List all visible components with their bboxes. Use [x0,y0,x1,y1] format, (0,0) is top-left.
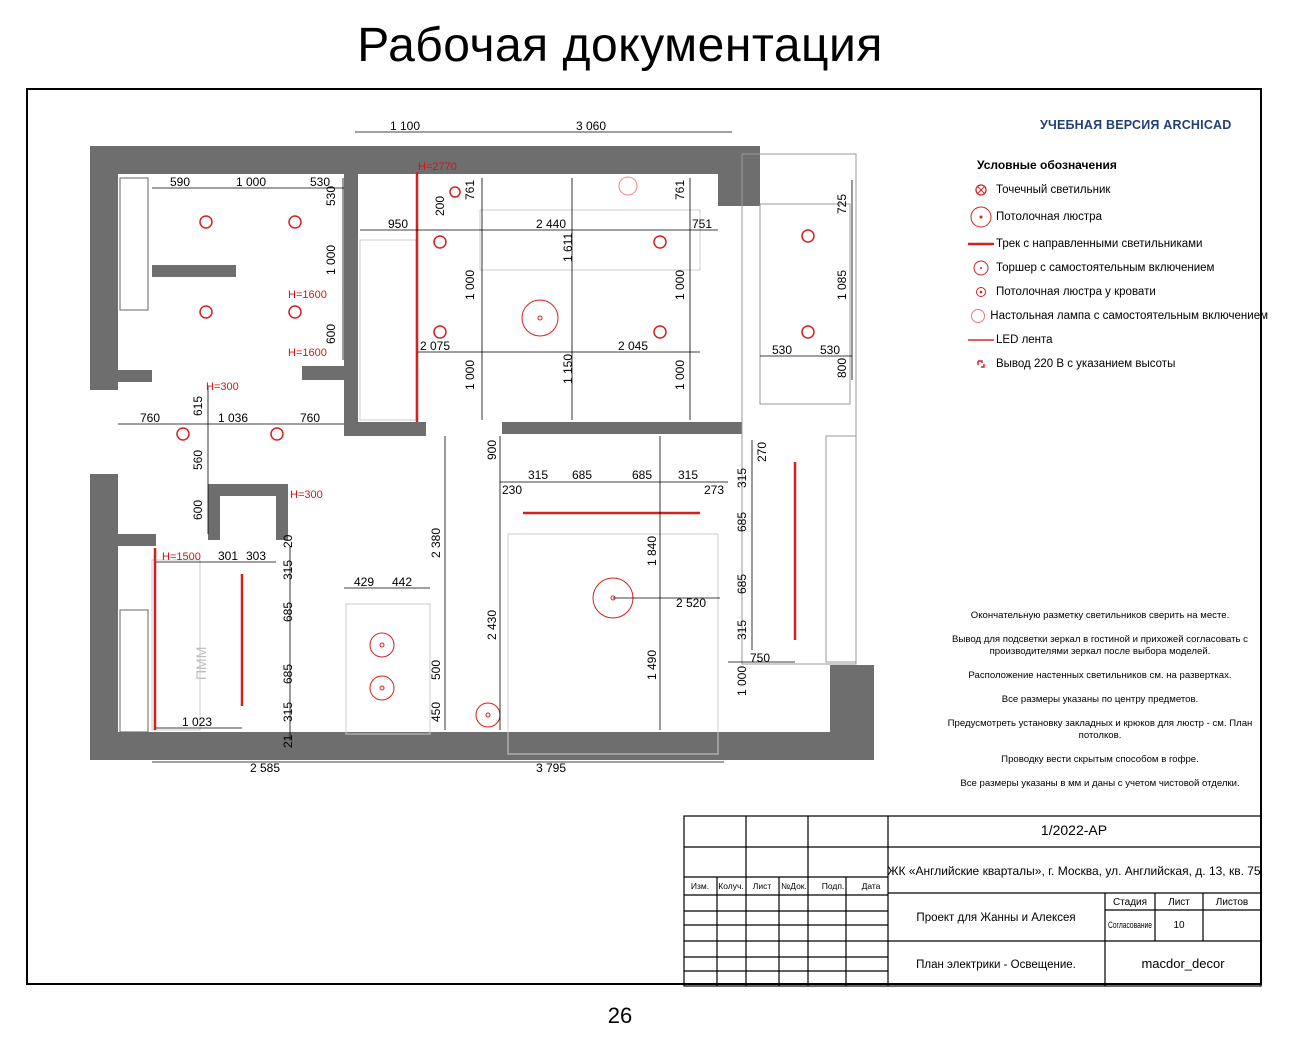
dim-v-21: 21 [281,734,295,748]
sheet-value: 10 [1173,920,1185,931]
dim-v-1000e: 1 000 [735,665,749,696]
col-podp: Подп. [821,881,845,891]
dim-v-1490: 1 490 [645,649,659,680]
dim-1100: 1 100 [390,119,421,133]
legend-item: LED лента [968,328,1268,352]
page-title: Рабочая документация [357,19,883,72]
dim-v-1840: 1 840 [645,535,659,566]
project-code: 1/2022-АР [1040,822,1108,838]
spot-lights [177,187,814,440]
dim-v-1000b: 1 000 [673,269,687,300]
page-number: 26 [607,1003,633,1028]
legend-item: Настольная лампа с самостоятельным включением [968,304,1268,328]
company-name: macdor_decor [1141,956,1225,971]
dim-v-450: 450 [429,701,443,722]
dim-v-600: 600 [324,323,338,344]
dim-v-685d: 685 [281,663,295,684]
balcony [742,154,856,664]
note: Все размеры указаны по центру предметов. [1001,694,1199,705]
track-light-icon [968,233,994,255]
led-strips [155,172,795,730]
dim-530: 530 [310,175,331,189]
col-koluch: Колуч. [718,881,744,891]
height-label-300b: H=300 [290,489,323,501]
dim-442: 442 [392,575,413,589]
power-outlet-icon [968,353,994,375]
dim-v-560: 560 [191,449,205,470]
legend-item: Потолочная люстра [968,202,1268,232]
dim-685b: 685 [632,468,653,482]
note: Окончательную разметку светильников сверить на месте. [970,610,1230,621]
dim-v-315a: 315 [735,467,749,488]
title-block [683,815,1263,987]
dim-760a: 760 [140,411,161,425]
legend-item: Трек с направленными светильниками [968,232,1268,256]
bedside-chandelier-icon [968,281,994,303]
dim-v-725: 725 [835,193,849,214]
dim-530a: 530 [772,343,793,357]
dim-2440: 2 440 [536,217,567,231]
dim-685a: 685 [572,468,593,482]
dim-301: 301 [218,549,239,563]
stage-header: Стадия [1112,897,1148,908]
legend-item: Потолочная люстра у кровати [968,280,1268,304]
legend-item: Вывод 220 В с указанием высоты [968,352,1268,376]
entrance-opening [90,390,118,474]
dim-v-315c: 315 [281,559,295,580]
bath-fixture [120,178,148,310]
dim-v-685a: 685 [735,511,749,532]
col-data: Дата [861,881,881,891]
dim-v-685b: 685 [735,573,749,594]
dim-530b: 530 [820,343,841,357]
dim-3795: 3 795 [536,761,567,775]
height-label-300a: H=300 [206,381,239,393]
dim-v-1611: 1 611 [561,232,575,262]
height-label-1600a: H=1600 [288,289,327,301]
wall-bath-door [302,366,348,380]
dim-v-2380: 2 380 [429,527,443,558]
dim-v-685c: 685 [281,601,295,622]
archicad-watermark: УЧЕБНАЯ ВЕРСИЯ ARCHICAD [1040,118,1232,132]
wall-kitchen-right [276,484,288,540]
wall-bedroom-top [502,422,742,434]
wall-south [90,732,874,760]
dim-429: 429 [354,575,375,589]
dim-v-270: 270 [755,441,769,462]
dim-750: 750 [750,651,771,665]
dim-2585: 2 585 [250,761,281,775]
dim-230: 230 [502,483,523,497]
col-izm: Изм. [690,881,710,891]
dim-1023: 1 023 [182,715,213,729]
dim-v-1000a: 1 000 [463,269,477,300]
spot-light-icon [968,179,994,201]
note: Проводку вести скрытым способом в гофре. [1001,754,1199,765]
dim-315b: 315 [678,468,699,482]
wall-bath-partition [344,172,358,422]
dim-2075: 2 075 [420,339,451,353]
dim-315a: 315 [528,468,549,482]
dim-v-1000: 1 000 [324,244,338,275]
height-label-1600b: H=1600 [288,347,327,359]
dim-v-1000d: 1 000 [673,359,687,390]
wall-se [830,665,874,760]
legend-title: Условные обозначения [977,158,1117,172]
dim-v-20: 20 [281,534,295,548]
table-lamp-icon [968,305,988,327]
dim-2520: 2 520 [676,596,707,610]
notes [945,610,1255,802]
dim-v-800: 800 [835,357,849,378]
legend-item: Торшер с самостоятельным включением [968,256,1268,280]
col-list: Лист [752,881,772,891]
dim-v-761b: 761 [673,179,687,200]
note: Вывод для подсветки зеркал в гостиной и прихожей согласовать с производителями зеркал после выбора моделей. [952,634,1248,657]
dim-760b: 760 [300,411,321,425]
dim-v-1000c: 1 000 [463,359,477,390]
dim-v-615: 615 [191,395,205,416]
sheets-header: Листов [1215,897,1249,908]
wall-corridor [344,422,426,436]
height-label-1500: H=1500 [162,551,201,563]
dim-1000: 1 000 [236,175,267,189]
dim-v-200: 200 [433,195,447,216]
project-address: ЖК «Английские кварталы», г. Москва, ул. Английская, д. 13, кв. 75 [887,864,1261,878]
dim-1036: 1 036 [218,411,249,425]
dim-950: 950 [388,217,409,231]
stage-value: Согласование [1108,920,1152,931]
dim-303: 303 [246,549,267,563]
dim-v-1085: 1 085 [835,269,849,300]
dim-v-900: 900 [485,439,499,460]
note: Расположение настенных светильников см. на развертках. [968,670,1232,681]
dim-3060: 3 060 [576,119,607,133]
dim-v-500: 500 [429,659,443,680]
dim-590: 590 [170,175,191,189]
wall-kitchen-left [208,484,220,540]
dim-273: 273 [704,483,725,497]
sheet-title: План электрики - Освещение. [916,959,1076,971]
legend [968,158,1268,376]
legend-item: Точечный светильник [968,178,1268,202]
sheet-header: Лист [1168,897,1190,908]
height-label-2770: H=2770 [418,161,457,173]
dim-2045: 2 045 [618,339,649,353]
kitchen-fixture [120,610,148,732]
dim-v-2430: 2 430 [485,609,499,640]
floor-lamp-icon [968,257,994,279]
led-strip-icon [968,329,994,351]
wall-bath-inner [152,265,236,277]
dim-751: 751 [692,217,713,231]
wall-ne [718,146,760,206]
project-name: Проект для Жанны и Алексея [916,912,1076,924]
note: Все размеры указаны в мм и даны с учетом чистовой отделки. [960,778,1240,789]
appliance-label: ПММ [193,646,209,680]
dim-v-315d: 315 [281,701,295,722]
chandeliers [370,177,637,727]
note: Предусмотреть установку закладных и крюков для люстр - см. План потолков. [947,718,1253,741]
dim-v-761a: 761 [463,179,477,200]
wall-entry [118,370,152,382]
dim-v-315b: 315 [735,619,749,640]
dim-v-530: 530 [324,185,338,206]
col-doc: №Док. [781,881,807,891]
ceiling-chandelier-icon [968,206,994,228]
dim-v-600b: 600 [191,499,205,520]
wall-kitchen-niche [118,534,156,546]
dim-v-1150: 1 150 [561,353,575,384]
